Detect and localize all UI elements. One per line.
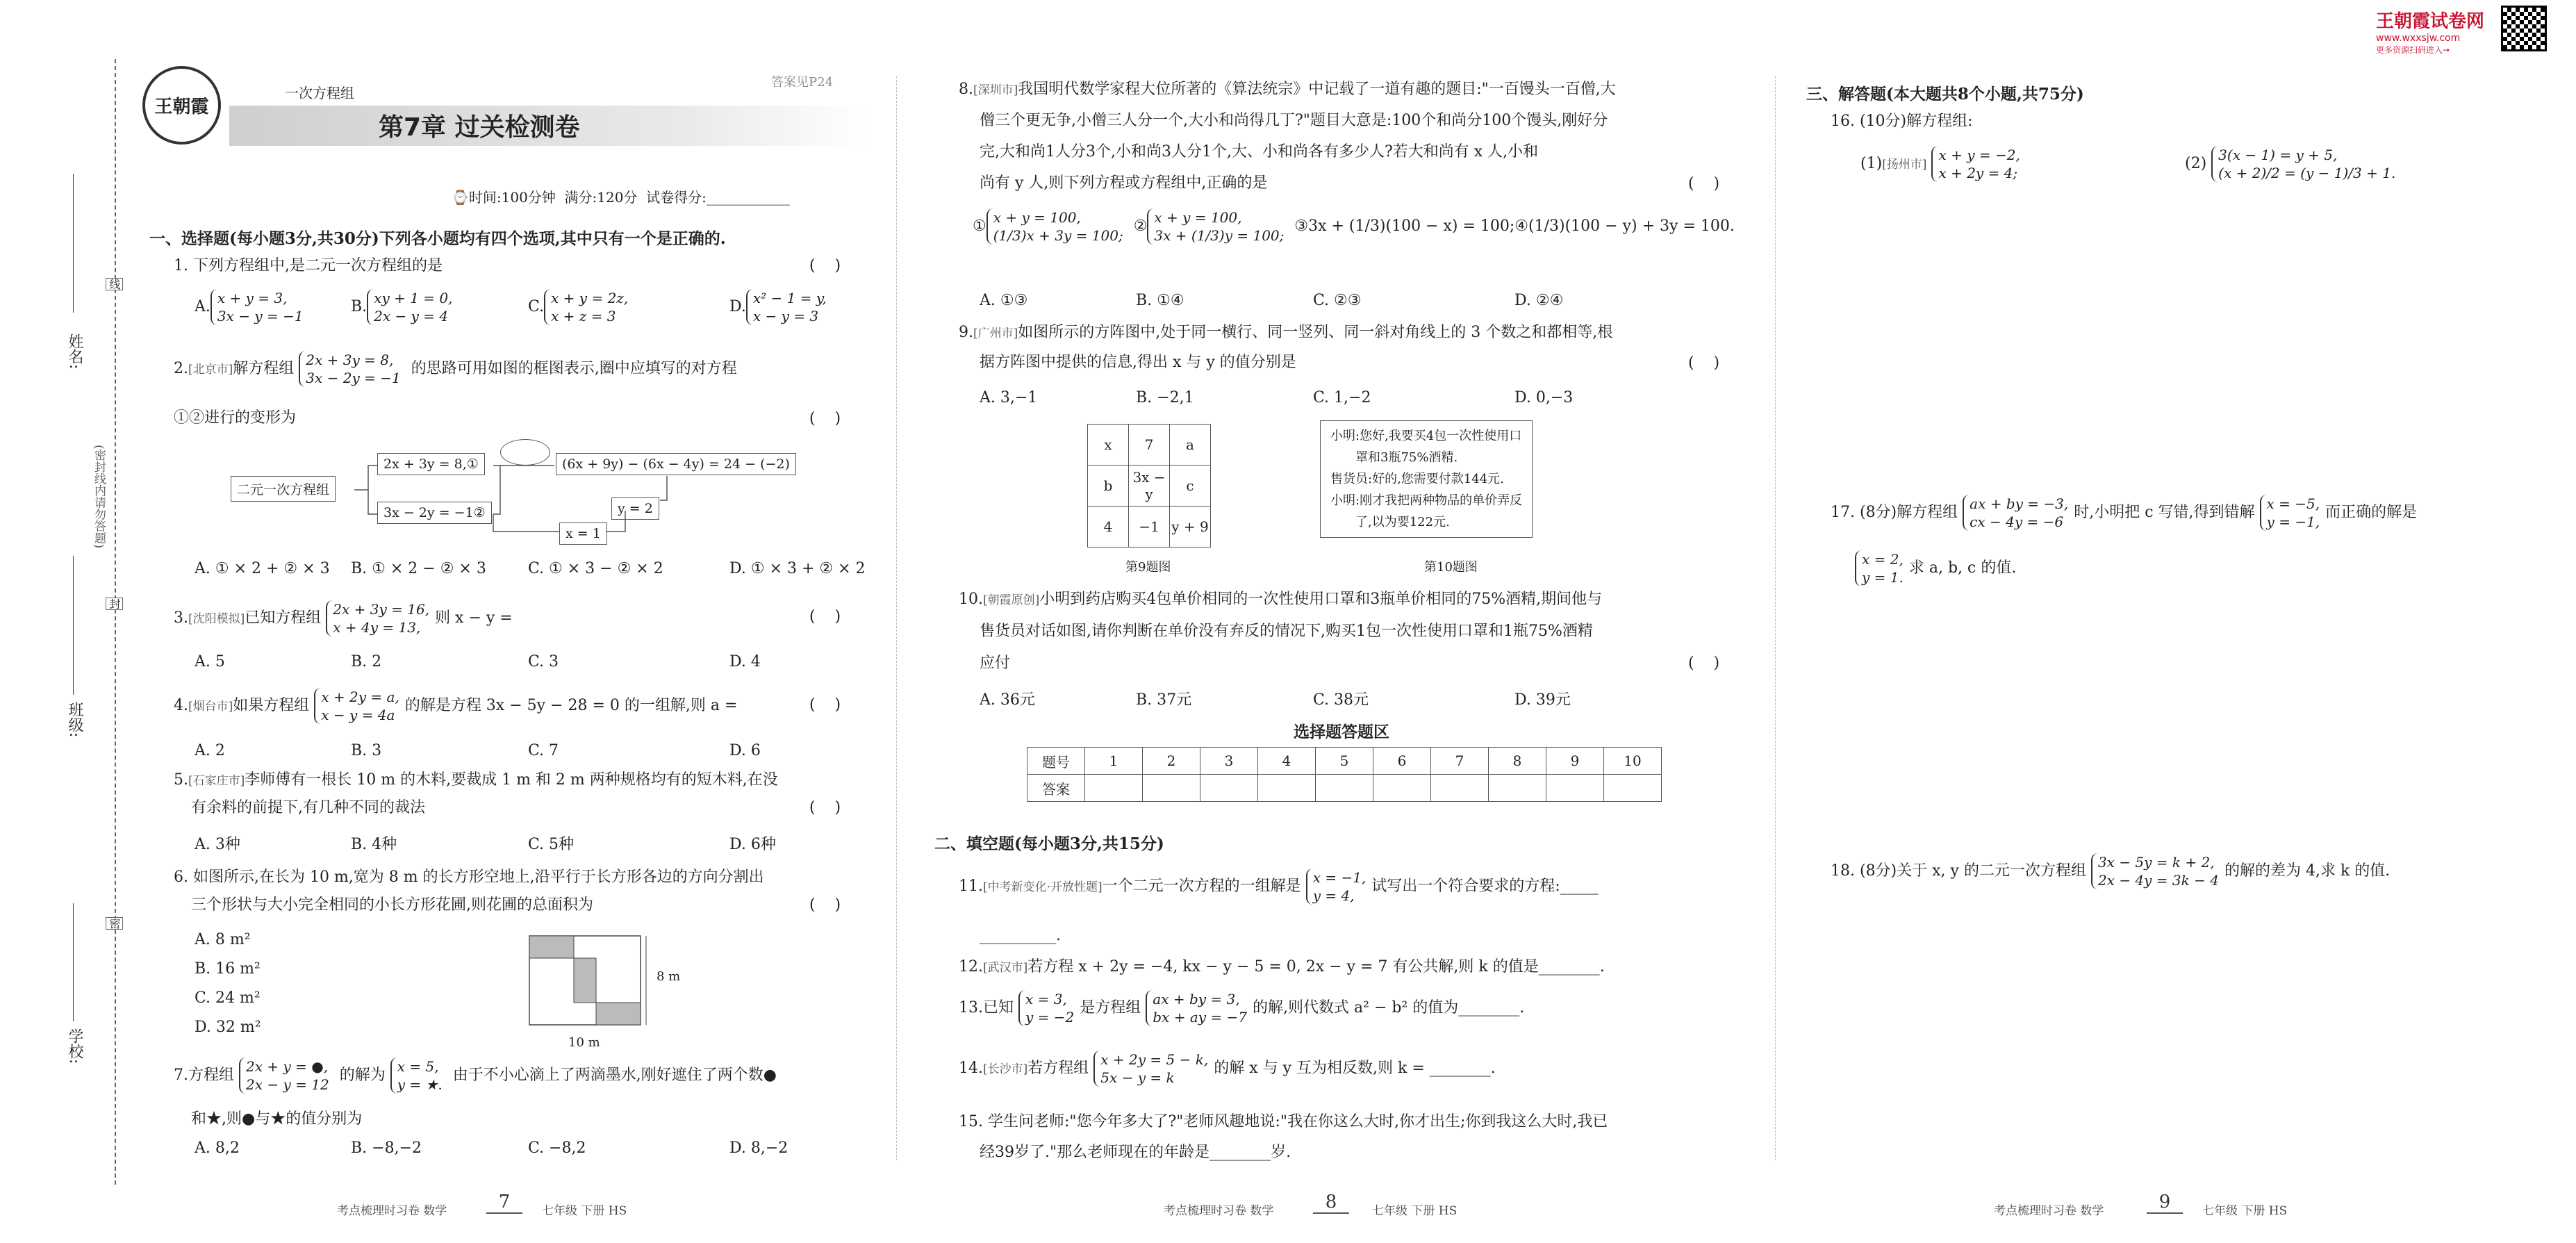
q1-option-c[interactable]: C. x + y = 2z, x + z = 3: [528, 289, 634, 325]
q6-fig-width: 10 m: [568, 1035, 600, 1050]
exam-meta: ⌚时间:100分钟 满分:120分 试卷得分:____________: [452, 189, 790, 206]
q1-option-d[interactable]: D. x² − 1 = y, x − y = 3: [729, 289, 832, 325]
answer-number-cell: 9: [1546, 748, 1604, 775]
answer-number-cell: 5: [1316, 748, 1373, 775]
q6-fig-height: 8 m: [657, 969, 681, 984]
q10-dialog: 小明:您好,我要买4包一次性使用口 罩和3瓶75%酒精. 售货员:好的,您需要付款144元. 小明:刚才我把两种物品的单价弄反 了,以为要122元.: [1320, 420, 1533, 538]
q1-stem: 1. 下列方程组中,是二元一次方程组的是: [174, 257, 443, 274]
column-divider-2: [1775, 76, 1776, 1160]
q10-paren[interactable]: ( ): [1688, 655, 1720, 672]
answer-number-cell: 2: [1143, 748, 1200, 775]
flow-start: 二元一次方程组: [231, 476, 336, 502]
column-divider-1: [896, 76, 897, 1160]
q6-line2: 三个形状与大小完全相同的小长方形花圃,则花圃的总面积为: [191, 896, 593, 914]
q2-option-b[interactable]: B. ① × 2 − ② × 3: [351, 560, 486, 577]
answer-input-cell[interactable]: [1258, 775, 1316, 802]
q6-stem: 6. 如图所示,在长为 10 m,宽为 8 m 的长方形空地上,沿平行于长方形各边的方向分割出: [174, 869, 764, 886]
q8-line2: 僧三个更无争,小僧三人分一个,大小和尚得几丁?"题目大意是:100个和尚分100个馒头,刚好分: [980, 112, 1608, 129]
q9-magic-square: x 7 a b 3x − y c 4 −1 y + 9: [1087, 424, 1211, 548]
logo-text: 王朝霞: [154, 97, 209, 117]
q2-stem: 2.[北京市]解方程组 2x + 3y = 8, 3x − 2y = −1 的思路可用如图的框图表示,圈中应填写的对方程: [174, 352, 737, 386]
footer-right-p7: 七年级 下册 HS: [542, 1204, 627, 1218]
q12-stem: 12.[武汉市]若方程 x + 2y = −4, kx − y − 5 = 0, 2x − y = 7 有公共解,则 k 的值是________.: [959, 958, 1605, 976]
answer-input-cell[interactable]: [1316, 775, 1373, 802]
answer-input-cell[interactable]: [1431, 775, 1489, 802]
name-label: 姓名:: [66, 334, 83, 370]
answer-number-cell: 7: [1431, 748, 1489, 775]
q1-paren[interactable]: ( ): [809, 257, 841, 274]
name-line: [73, 174, 74, 313]
flow-arrows: [333, 445, 695, 542]
q8-option-a[interactable]: A. ①③: [980, 292, 1028, 309]
flow-eq5: x = 1: [559, 522, 607, 545]
q4-paren[interactable]: ( ): [809, 696, 841, 714]
q3-stem: 3.[沈阳模拟]已知方程组 2x + 3y = 16, x + 4y = 13, 则 x − y =: [174, 601, 513, 636]
q5-paren[interactable]: ( ): [809, 799, 841, 816]
page-number-9: 9: [2147, 1192, 2183, 1214]
q3-paren[interactable]: ( ): [809, 608, 841, 625]
q7-stem: 7.方程组 2x + y = ●, 2x − y = 12 的解为 x = 5, y = ★. 由于不小心滴上了两滴墨水,刚好遮住了两个数●: [174, 1058, 777, 1093]
q10-line1: 10.[朝霞原创]小明到药店购买4包单价相同的一次性使用口罩和3瓶单价相同的75%酒精,期间他与: [959, 591, 1603, 608]
answer-number-cell: 10: [1604, 748, 1662, 775]
q3-option-c[interactable]: C. 3: [528, 653, 559, 670]
q5-option-c[interactable]: C. 5种: [528, 836, 575, 853]
q8-choices: ① x + y = 100, (1/3)x + 3y = 100; ② x + y = 100, 3x + (1/3)y = 100; ③3x + (1/3)(100 − x) = 100;④(1/3)(100 − y) + 3y = 100.: [973, 209, 1735, 244]
answer-row-label: 题号: [1027, 748, 1085, 775]
answer-table-title: 选择题答题区: [1294, 723, 1389, 741]
q17-line2: x = 2, y = 1. 求 a, b, c 的值.: [1855, 550, 2016, 586]
footer-left-p7: 考点梳理时习卷 数学: [337, 1204, 447, 1218]
answer-input-cell[interactable]: [1373, 775, 1431, 802]
qr-code-icon[interactable]: [2501, 6, 2547, 51]
q2-line2: ①②进行的变形为: [174, 409, 297, 427]
answer-ref: 答案见P24: [771, 75, 834, 90]
q9-option-a[interactable]: A. 3,−1: [980, 389, 1038, 406]
q11-stem: 11.[中考新变化·开放性题]一个二元一次方程的一组解是 x = −1, y = 4, 试写出一个符合要求的方程:_____: [959, 869, 1599, 904]
section-3-heading: 三、解答题(本大题共8个小题,共75分): [1806, 85, 2084, 104]
footer-left-p9: 考点梳理时习卷 数学: [1994, 1204, 2104, 1218]
footer-right-p8: 七年级 下册 HS: [1372, 1204, 1458, 1218]
school-line: [73, 903, 74, 1021]
brand-url: www.wxxsjw.com: [2376, 33, 2461, 44]
logo-badge: [142, 66, 221, 145]
q4-option-a[interactable]: A. 2: [195, 742, 225, 759]
q10-option-b[interactable]: B. 37元: [1136, 691, 1192, 709]
q7-option-d[interactable]: D. 8,−2: [729, 1139, 789, 1157]
q6-paren[interactable]: ( ): [809, 896, 841, 914]
q2-paren[interactable]: ( ): [809, 410, 841, 427]
footer-left-p8: 考点梳理时习卷 数学: [1164, 1204, 1274, 1218]
answer-row-label: 答案: [1027, 775, 1085, 802]
q16-stem: 16. (10分)解方程组:: [1831, 113, 1973, 130]
q2-option-d[interactable]: D. ① × 3 + ② × 2: [729, 560, 866, 577]
flow-eq2: 3x − 2y = −1②: [377, 502, 492, 524]
q16-answer-space[interactable]: [1831, 208, 2525, 486]
footer-right-p9: 七年级 下册 HS: [2202, 1204, 2288, 1218]
q3-option-d[interactable]: D. 4: [729, 653, 761, 670]
answer-input-cell[interactable]: [1546, 775, 1604, 802]
q4-option-d[interactable]: D. 6: [729, 742, 761, 759]
q5-stem: 5.[石家庄市]李师傅有一根长 10 m 的木料,要裁成 1 m 和 2 m 两种规格均有的短木料,在没: [174, 771, 778, 789]
q4-stem: 4.[烟台市]如果方程组 x + 2y = a, x − y = 4a 的解是方程 3x − 5y − 28 = 0 的一组解,则 a =: [174, 689, 738, 723]
q7-option-a[interactable]: A. 8,2: [195, 1139, 240, 1157]
q18-stem: 18. (8分)关于 x, y 的二元一次方程组 3x − 5y = k + 2, 2x − 4y = 3k − 4 的解的差为 4,求 k 的值.: [1831, 854, 2391, 889]
q8-option-b[interactable]: B. ①④: [1136, 292, 1184, 309]
q9-caption: 第9题图: [1125, 560, 1171, 575]
seal-mark-mi: 密: [106, 917, 123, 930]
answer-input-cell[interactable]: [1143, 775, 1200, 802]
q8-line1: 8.[深圳市]我国明代数学家程大位所著的《算法统宗》中记载了一道有趣的题目:"一百馒头一百僧,大: [959, 81, 1616, 98]
page-number-8: 8: [1313, 1192, 1349, 1214]
q15-line1: 15. 学生问老师:"您今年多大了?"老师风趣地说:"我在你这么大时,你才出生;你到我这么大时,我已: [959, 1113, 1608, 1130]
q9-line2: 据方阵图中提供的信息,得出 x 与 y 的值分别是: [980, 354, 1296, 371]
answer-number-cell: 1: [1085, 748, 1143, 775]
brand-logo: [2376, 7, 2484, 56]
section-1-heading: 一、选择题(每小题3分,共30分)下列各小题均有四个选项,其中只有一个是正确的.: [149, 229, 726, 248]
seal-mark-xian: 线: [106, 278, 123, 290]
answer-number-cell: 6: [1373, 748, 1431, 775]
q18-answer-space[interactable]: [1831, 903, 2525, 1153]
q8-option-d[interactable]: D. ②④: [1514, 292, 1564, 309]
q11-line2[interactable]: __________.: [980, 927, 1061, 944]
q8-paren[interactable]: ( ): [1688, 175, 1720, 192]
q9-option-c[interactable]: C. 1,−2: [1313, 389, 1371, 406]
q1-option-b[interactable]: B. xy + 1 = 0, 2x − y = 4: [351, 289, 459, 325]
page-title: 第7章 过关检测卷: [379, 113, 580, 142]
q16-part2: (2) 3(x − 1) = y + 5, (x + 2)/2 = (y − 1)/3 + 1.: [2185, 146, 2401, 182]
answer-number-cell: 8: [1489, 748, 1546, 775]
class-line: [73, 556, 74, 695]
q17-answer-space[interactable]: [1831, 598, 2525, 827]
seal-note: (密封线内请勿答题): [92, 445, 106, 549]
answer-input-cell[interactable]: [1489, 775, 1546, 802]
school-label: 学校:: [66, 1028, 83, 1064]
q1-option-a[interactable]: A. x + y = 3, 3x − y = −1: [195, 289, 309, 325]
q4-option-b[interactable]: B. 3: [351, 742, 382, 759]
q15-line2: 经39岁了."那么老师现在的年龄是________岁.: [980, 1144, 1291, 1161]
answer-table[interactable]: [1027, 747, 1662, 802]
q8-option-c[interactable]: C. ②③: [1313, 292, 1362, 309]
q17-stem: 17. (8分)解方程组 ax + by = −3, cx − 4y = −6 时,小明把 c 写错,得到错解 x = −5, y = −1, 而正确的解是: [1831, 495, 2418, 530]
brand-name: 王朝霞试卷网: [2376, 11, 2485, 32]
binding-line: [115, 59, 116, 1185]
section-label: 一次方程组: [285, 85, 354, 101]
q10-option-c[interactable]: C. 38元: [1313, 691, 1369, 709]
q9-option-b[interactable]: B. −2,1: [1136, 389, 1194, 406]
flow-eq1: 2x + 3y = 8,①: [377, 453, 485, 475]
flow-eq4: y = 2: [611, 497, 659, 520]
q2-option-c[interactable]: C. ① × 3 − ② × 2: [528, 560, 663, 577]
q5-option-b[interactable]: B. 4种: [351, 836, 397, 853]
q6-option-d[interactable]: D. 32 m²: [195, 1019, 261, 1036]
q10-option-d[interactable]: D. 39元: [1514, 691, 1571, 709]
q9-option-d[interactable]: D. 0,−3: [1514, 389, 1574, 406]
q14-stem: 14.[长沙市]若方程组 x + 2y = 5 − k, 5x − y = k 的解 x 与 y 互为相反数,则 k = ________.: [959, 1051, 1496, 1086]
answer-number-cell: 4: [1258, 748, 1316, 775]
brand-slogan: 更多资源扫码进入→: [2376, 45, 2450, 55]
q8-line3: 完,大和尚1人分3个,小和尚3人分1个,大、小和尚各有多少人?若大和尚有 x 人,小和: [980, 143, 1539, 160]
q6-option-c[interactable]: C. 24 m²: [195, 989, 261, 1007]
q7-option-b[interactable]: B. −8,−2: [351, 1139, 422, 1157]
q7-option-c[interactable]: C. −8,2: [528, 1139, 586, 1157]
class-label: 班级:: [66, 702, 83, 738]
flow-eq3: (6x + 9y) − (6x − 4y) = 24 − (−2): [556, 453, 796, 475]
q3-option-a[interactable]: A. 5: [195, 653, 225, 670]
q10-caption: 第10题图: [1424, 560, 1478, 575]
q6-figure: [528, 935, 660, 1035]
seal-mark-feng: 封: [106, 598, 123, 610]
q5-option-a[interactable]: A. 3种: [195, 836, 240, 853]
q5-line2: 有余料的前提下,有几种不同的裁法: [191, 799, 425, 816]
q6-option-a[interactable]: A. 8 m²: [195, 931, 251, 948]
section-2-heading: 二、填空题(每小题3分,共15分): [934, 834, 1164, 853]
q13-stem: 13.已知 x = 3, y = −2 是方程组 ax + by = 3, bx + ay = −7 的解,则代数式 a² − b² 的值为________.: [959, 991, 1525, 1026]
q16-part1: (1)[扬州市] x + y = −2, x + 2y = 4;: [1860, 146, 2026, 182]
q10-option-a[interactable]: A. 36元: [980, 691, 1035, 709]
q8-line4: 尚有 y 人,则下列方程或方程组中,正确的是: [980, 174, 1268, 192]
q7-line2: 和★,则●与★的值分别为: [191, 1110, 363, 1128]
page-number-7: 7: [486, 1192, 522, 1214]
q3-option-b[interactable]: B. 2: [351, 653, 382, 670]
q6-option-b[interactable]: B. 16 m²: [195, 960, 261, 978]
q4-option-c[interactable]: C. 7: [528, 742, 559, 759]
answer-input-cell[interactable]: [1200, 775, 1258, 802]
q10-line2: 售货员对话如图,请你判断在单价没有弃反的情况下,购买1包一次性使用口罩和1瓶75%酒精: [980, 623, 1593, 640]
answer-number-cell: 3: [1200, 748, 1258, 775]
q5-option-d[interactable]: D. 6种: [729, 836, 776, 853]
answer-input-cell[interactable]: [1604, 775, 1662, 802]
q2-option-a[interactable]: A. ① × 2 + ② × 3: [195, 560, 330, 577]
answer-input-cell[interactable]: [1085, 775, 1143, 802]
q9-paren[interactable]: ( ): [1688, 354, 1720, 372]
q9-line1: 9.[广州市]如图所示的方阵图中,处于同一横行、同一竖列、同一斜对角线上的 3 个数之和都相等,根: [959, 324, 1613, 341]
q10-line3: 应付: [980, 655, 1011, 672]
